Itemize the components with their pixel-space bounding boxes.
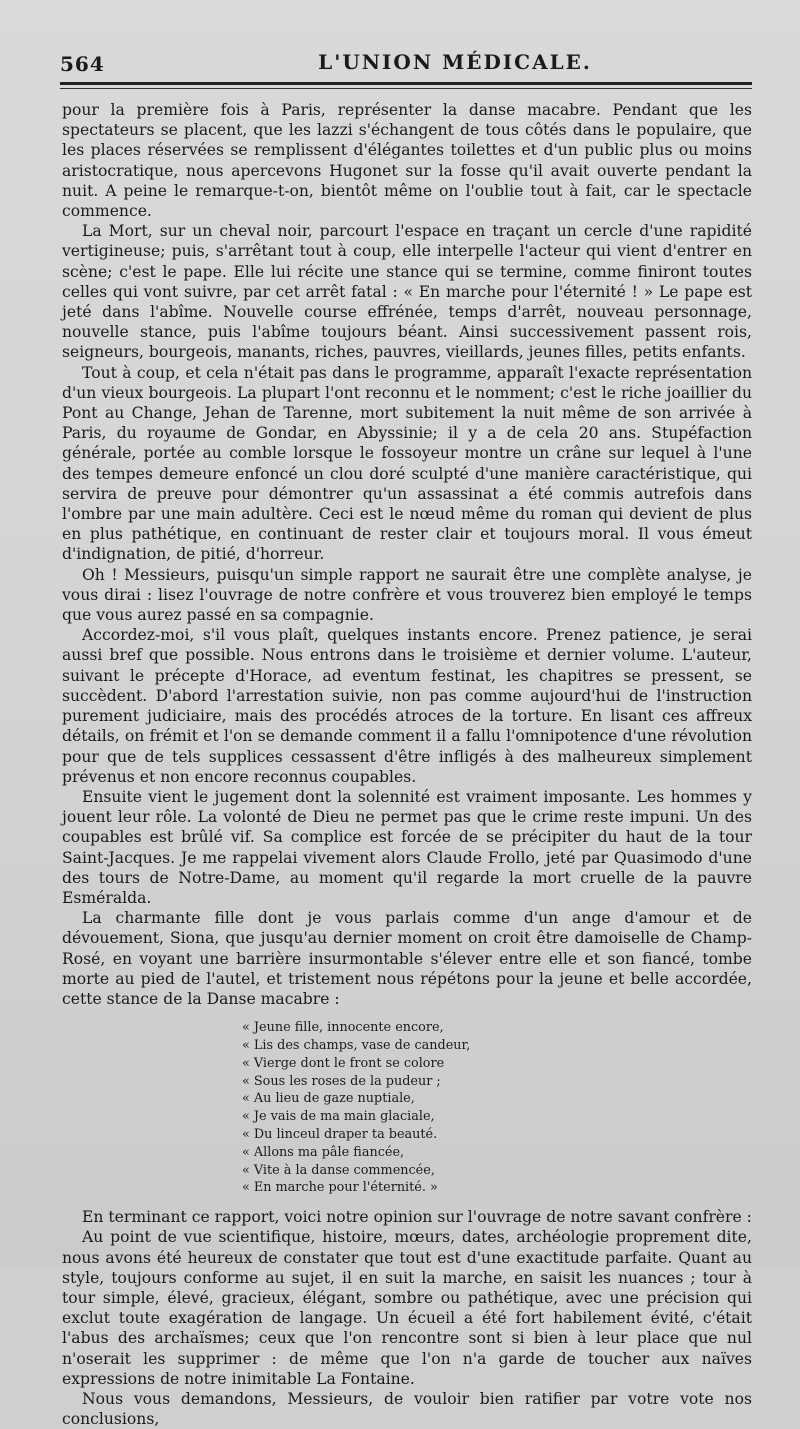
closing-paragraph-3: Nous vous demandons, Messieurs, de vouloir bien ratifier par votre vote nos conclusions, xyxy=(62,1389,752,1429)
poem-line: « Sous les roses de la pudeur ; xyxy=(242,1073,441,1089)
poem-line: « Vierge dont le front se colore xyxy=(242,1055,445,1071)
article-body xyxy=(62,100,752,1429)
closing-paragraph-1: En terminant ce rapport, voici notre opinion sur l'ouvrage de notre savant confrère : xyxy=(82,1208,752,1227)
running-title: L'UNION MÉDICALE. xyxy=(318,50,592,74)
poem-line: « En marche pour l'éternité. » xyxy=(242,1180,438,1196)
page-number: 564 xyxy=(60,52,105,76)
paragraph-5: Accordez-moi, s'il vous plaît, quelques instants encore. Prenez patience, je serai aussi bref que possible. Nous entrons dans le troisième et dernier volume. L'auteur, suivant le précepte d'Horace, ad eventum festinat, les chapitres se pressent, se succèdent. D'abord l'arrestation suivie, non pas comme aujourd'hui de l'instruction purement judiciaire, mais des procédés atroces de la torture. En lisant ces affreux détails, on frémit et l'on se demande comment il a fallu l'omnipotence d'une révolution pour que de tels supplices cessassent d'être infligés à des malheureux simplement prévenus et non encore reconnus coupables. xyxy=(62,626,752,786)
poem-line: « Au lieu de gaze nuptiale, xyxy=(242,1091,415,1107)
paragraph-3: Tout à coup, et cela n'était pas dans le programme, apparaît l'exacte représentation d'un vieux bourgeois. La plupart l'ont reconnu et le nomment; c'est le riche joaillier du Pont au Change, Jehan de Tarenne, mort subitement la nuit même de son arrivée à Paris, du royaume de Gondar, en Abyssinie; il y a de cela 20 ans. Stupéfaction générale, portée au comble lorsque le fossoyeur montre un crâne sur lequel à l'une des tempes demeure enfoncé un clou doré sculpté d'une manière caractéristique, qui servira de preuve pour démontrer qu'un assassinat a été commis autrefois dans l'ombre par une main adultère. Ceci est le nœud même du roman qui devient de plus en plus pathétique, en continuant de rester clair et toujours moral. Il vous émeut d'indignation, de pitié, d'horreur. xyxy=(62,363,752,564)
paragraph-2: La Mort, sur un cheval noir, parcourt l'espace en traçant un cercle d'une rapidité vertigineuse; puis, s'arrêtant tout à coup, elle interpelle l'acteur qui vient d'entrer en scène; c'est le pape. Elle lui récite une stance qui se termine, comme finiront toutes celles qui vont suivre, par cet arrêt fatal : « En marche pour l'éternité ! » Le pape est jeté dans l'abîme. Nouvelle course effrénée, temps d'arrêt, nouveau personnage, nouvelle stance, puis l'abîme toujours béant. Ainsi successivement passent rois, seigneurs, bourgeois, manants, riches, pauvres, vieillards, jeunes filles, petits enfants. xyxy=(62,222,752,362)
paragraph-1: pour la première fois à Paris, représenter la danse macabre. Pendant que les spectateurs se placent, que les lazzi s'échangent de tous côtés dans le populaire, que les places réservées se remplissent d'élégantes toilettes et d'un public plus ou moins aristocratique, nous apercevons Hugonet sur la fosse qu'il avait ouverte pendant la nuit. A peine le remarque-t-on, bientôt même on l'oublie tout à fait, car le spectacle commence. xyxy=(62,101,752,221)
poem-line: « Du linceul draper ta beauté. xyxy=(242,1126,438,1142)
poem-line: « Allons ma pâle fiancée, xyxy=(242,1144,405,1160)
paragraph-7: La charmante fille dont je vous parlais comme d'un ange d'amour et de dévouement, Siona, que jusqu'au dernier moment on croit être damoiselle de Champ-Rosé, en voyant une barrière insurmontable s'élever entre elle et son fiancé, tombe morte au pied de l'autel, et tristement nous répétons pour la jeune et belle accordée, cette stance de la Danse macabre : xyxy=(62,909,752,1008)
page-header xyxy=(60,0,752,76)
header-rule xyxy=(60,82,752,89)
paragraph-6: Ensuite vient le jugement dont la solennité est vraiment imposante. Les hommes y jouent leur rôle. La volonté de Dieu ne permet pas que le crime reste impuni. Un des coupables est brûlé vif. Sa complice est forcée de se précipiter du haut de la tour Saint-Jacques. Je me rappelai vivement alors Claude Frollo, jeté par Quasimodo d'une des tours de Notre-Dame, au moment qu'il regarde la mort cruelle de la pauvre Esméralda. xyxy=(62,787,752,907)
closing-paragraph-2: Au point de vue scientifique, histoire, mœurs, dates, archéologie proprement dite, nous avons été heureux de constater que tout est d'une exactitude parfaite. Quant au style, toujours conforme au sujet, il en suit la marche, en saisit les nuances ; tour à tour simple, élevé, gracieux, élégant, sombre ou pathétique, avec une précision qui exclut toute exagération de langage. Un écueil a été fort habilement évité, c'était l'abus des archaïsmes; ceux que l'on rencontre sont si bien à leur place que nul n'oserait les supprimer : de même que l'on n'a garde de toucher aux naïves expressions de notre inimitable La Fontaine. xyxy=(62,1228,752,1388)
poem-stanza xyxy=(242,1019,752,1197)
poem-line: « Jeune fille, innocente encore, xyxy=(242,1020,444,1036)
poem-line: « Lis des champs, vase de candeur, xyxy=(242,1037,471,1053)
poem-line: « Je vais de ma main glaciale, xyxy=(242,1109,435,1125)
poem-line: « Vite à la danse commencée, xyxy=(242,1162,435,1178)
paragraph-4: Oh ! Messieurs, puisqu'un simple rapport ne saurait être une complète analyse, je vous dirai : lisez l'ouvrage de notre confrère et vous trouverez bien employé le temps que vous aurez passé en sa compagnie. xyxy=(62,565,752,625)
